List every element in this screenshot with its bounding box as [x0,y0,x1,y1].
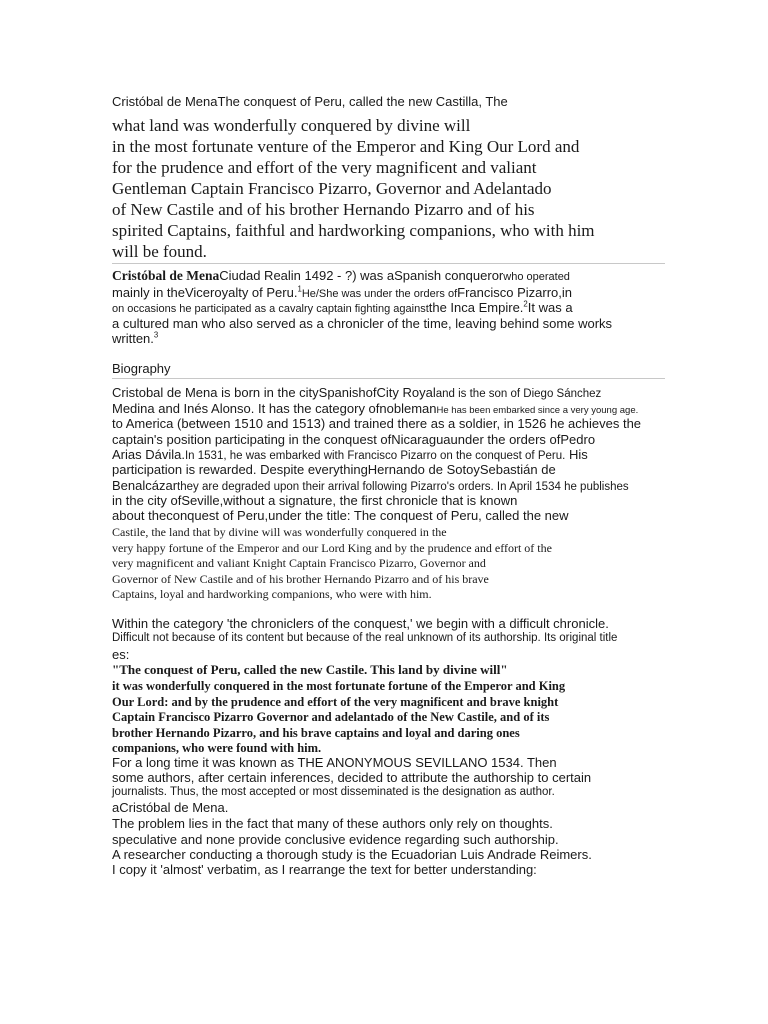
footnote-ref[interactable]: 2 [523,299,528,309]
bio-line: to America (between 1510 and 1513) and trained there as a soldier, in 1526 he achieves the [112,416,642,431]
intro-line: a cultured man who also served as a chronicler of the time, leaving behind some works [112,316,613,331]
text-span: mainly in theViceroyalty of Peru. [112,285,298,300]
body-line: A researcher conducting a thorough study is the Ecuadorian Luis Andrade Reimers. [112,847,592,862]
text-span: Benalcázar [112,478,178,493]
text-span: written. [112,331,154,346]
text-span: they are degraded upon their arrival following Pizarro's orders. In April 1534 he publishes [177,481,629,493]
intro-line [112,331,158,346]
section-heading-biography: Biography [112,361,171,376]
bio-line: in the city ofSeville,without a signature, the first chronicle that is known [112,493,518,508]
original-title-line: Captain Francisco Pizarro Governor and adelantado of the New Castile, and of its [112,710,550,724]
bio-quote-line: very magnificent and valiant Knight Captain Francisco Pizarro, Governor and [112,556,486,570]
title-line: spirited Captains, faithful and hardworking companions, who with him [112,221,595,240]
body-line: aCristóbal de Mena. [112,800,229,815]
intro-line [112,268,570,284]
divider [112,263,665,264]
title-line: of New Castile and of his brother Hernando Pizarro and of his [112,200,535,219]
intro-line [112,300,573,315]
body-line: Difficult not because of its content but because of the real unknown of its authorship. Its original title [112,632,618,644]
text-span: In 1531, he was embarked with Francisco Pizarro on the conquest of Peru. [184,450,566,462]
original-title-line: companions, who were found with him. [112,741,322,755]
text-span: It was a [527,300,573,315]
title-line: will be found. [112,242,207,261]
intro-line [112,285,572,300]
title-line: what land was wonderfully conquered by divine will [112,116,471,135]
text-span: on occasions he participated as a cavalry captain fighting against [112,303,429,315]
text-span: Ciudad Realin 1492 - ?) was aSpanish conqueror [219,268,504,283]
original-title-line: brother Hernando Pizarro, and his brave captains and loyal and daring ones [112,726,520,740]
bio-quote-line: Captains, loyal and hardworking companions, who were with him. [112,587,432,601]
text-span: Francisco Pizarro,in [457,285,572,300]
body-line: es: [112,647,130,662]
bio-line: captain's position participating in the conquest ofNicaraguaunder the orders ofPedro [112,432,596,447]
footnote-ref[interactable]: 3 [153,330,159,340]
text-span: He/She was under the orders of [301,288,458,300]
footnote-ref[interactable]: 1 [297,284,302,294]
bio-line: about theconquest of Peru,under the title: The conquest of Peru, called the new [112,508,569,523]
body-line: speculative and none provide conclusive evidence regarding such authorship. [112,832,559,847]
original-title-line: Our Lord: and by the prudence and effort of the very magnificent and brave knight [112,695,559,709]
bio-quote-line: Castile, the land that by divine will was wonderfully conquered in the [112,525,447,539]
text-span: Arias Dávila. [112,447,185,462]
title-line: for the prudence and effort of the very magnificent and valiant [112,158,537,177]
body-line: The problem lies in the fact that many of these authors only rely on thoughts. [112,816,553,831]
bio-line [112,478,629,493]
bio-quote-line: very happy fortune of the Emperor and our Lord King and by the prudence and effort of the [112,541,552,555]
body-line: Within the category 'the chroniclers of the conquest,' we begin with a difficult chronicle. [112,616,609,631]
body-line: some authors, after certain inferences, decided to attribute the authorship to certain [112,770,592,785]
text-span: who operated [503,271,570,283]
text-span: He has been embarked since a very young age. [436,405,639,416]
text-span: and is the son of Diego Sánchez [435,388,602,400]
bio-line [112,401,638,416]
body-line: I copy it 'almost' verbatim, as I rearrange the text for better understanding: [112,862,537,877]
original-title-line: "The conquest of Peru, called the new Castile. This land by divine will" [112,662,508,677]
divider [112,378,665,379]
text-span: Medina and Inés Alonso. It has the category ofnobleman [112,401,437,416]
original-title-line: it was wonderfully conquered in the most fortunate fortune of the Emperor and King [112,679,566,693]
body-line: journalists. Thus, the most accepted or most disseminated is the designation as author. [112,786,555,798]
bio-line [112,447,588,462]
text-span: Cristobal de Mena is born in the citySpanishofCity Royal [112,385,436,400]
header-line: Cristóbal de MenaThe conquest of Peru, called the new Castilla, The [112,94,508,109]
text-span: His [568,447,588,462]
subject-name: Cristóbal de Mena [112,268,220,283]
bio-quote-line: Governor of New Castile and of his brother Hernando Pizarro and of his brave [112,572,489,586]
bio-line [112,385,601,400]
title-line: Gentleman Captain Francisco Pizarro, Governor and Adelantado [112,179,552,198]
bio-line: participation is rewarded. Despite everythingHernando de SotoySebastián de [112,462,556,477]
text-span: the Inca Empire. [428,300,524,315]
title-line: in the most fortunate venture of the Emperor and King Our Lord and [112,137,580,156]
body-line: For a long time it was known as THE ANONYMOUS SEVILLANO 1534. Then [112,755,557,770]
